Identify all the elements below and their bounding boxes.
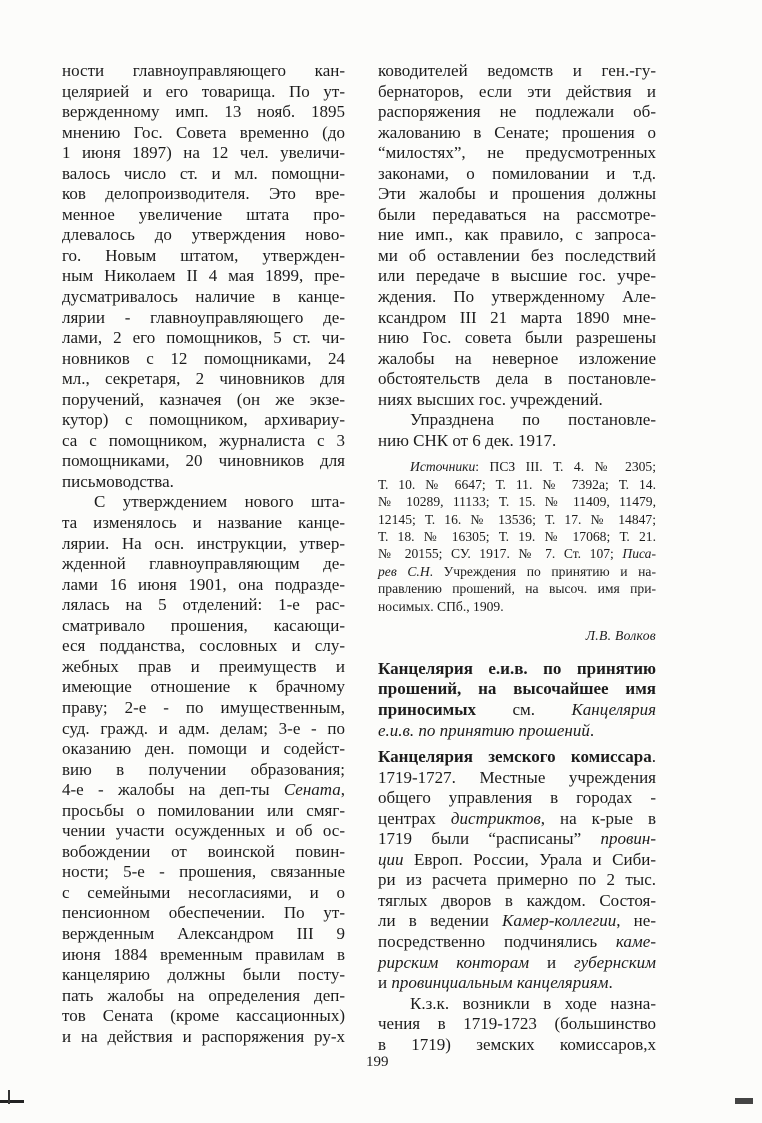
text-line: ми об оставлении без последствий: [378, 245, 656, 265]
italic-text: Писа-: [622, 546, 656, 562]
text-line: лами 16 июня 1901, она подразде-: [62, 574, 345, 594]
text-line: лярии - главноуправляющего де-: [62, 307, 345, 327]
italic-text: рев С.Н: [378, 563, 430, 579]
scan-mark-right: [735, 1098, 753, 1104]
paragraph: [378, 410, 656, 451]
text-line: бернаторов, если эти действия и: [378, 81, 656, 101]
text-line: канцелярию должны были посту-: [62, 965, 345, 985]
paragraph: [62, 492, 345, 1047]
text-line: в 1719) земских комиссаров,x: [378, 1034, 656, 1054]
text-line: [378, 809, 656, 830]
italic-text: рирским конторам: [378, 952, 530, 972]
text-line: [378, 932, 656, 953]
text-line: 1719-1727. Местные учреждения: [378, 767, 656, 787]
text-line: [378, 747, 656, 768]
right-column: [378, 61, 656, 1055]
text-line: [378, 953, 656, 974]
text-line: просьбы о помиловании или смяг-: [62, 800, 345, 820]
text-line: ние имп., как правило, с запроса-: [378, 225, 656, 245]
text-line: нию Гос. совета были разрешены: [378, 328, 656, 348]
text-line: [378, 659, 656, 680]
sources-paragraph: [378, 458, 656, 615]
text-span: , не-: [616, 911, 656, 931]
text-line: суд. гражд. и адм. делам; 3-е - по: [62, 718, 345, 738]
text-line: жалобы на неверное изложение: [378, 348, 656, 368]
text-line: ков делопроизводителя. Это вре-: [62, 184, 345, 204]
text-line: Т. 10. № 6647; Т. 11. № 7392а; Т. 14.: [378, 476, 656, 492]
italic-text: Камер-коллегии: [502, 911, 617, 931]
text-line: ри из расчета примерно по 2 тыс.: [378, 870, 656, 890]
text-line: менное увеличение штата про-: [62, 204, 345, 224]
text-line: законами, о помиловании и т.д.: [378, 163, 656, 183]
text-line: 1 июня 1897) на 12 чел. увеличи-: [62, 143, 345, 163]
text-line: лярии. На осн. инструкции, утвер-: [62, 533, 345, 553]
text-line: К.з.к. возникли в ходе назна-: [410, 993, 656, 1013]
left-column: [62, 61, 345, 1047]
text-line: чения в 1719-1723 (большинство: [378, 1014, 656, 1034]
text-span: 4-е - жалобы на деп-ты: [62, 780, 284, 800]
text-line: и на действия и распоряжения ру-x: [62, 1026, 345, 1046]
text-line: вержденным Александром III 9: [62, 923, 345, 943]
italic-text: Канцелярия: [571, 700, 656, 719]
text-line: с семейными несогласиями, и о: [62, 882, 345, 902]
text-line: письмоводства.: [62, 471, 174, 491]
text-line: июня 1884 временным правилам в: [62, 944, 345, 964]
text-line: ности главноуправляющего кан-: [62, 61, 345, 80]
text-span: № 20155; СУ. 1917. № 7. Ст. 107;: [378, 546, 623, 562]
text-line: помощниками, 20 чиновников для: [62, 451, 345, 471]
text-line: тов Сената (кроме кассационных): [62, 1006, 345, 1026]
text-line: го. Новым штатом, утвержден-: [62, 245, 345, 265]
text-line: ным Николаем II 4 мая 1899, пре-: [62, 266, 345, 286]
text-line: носимых. СПб., 1909.: [378, 598, 504, 614]
text-line: оказанию ден. помощи и содейст-: [62, 739, 345, 759]
italic-text: провин-: [600, 829, 656, 849]
paragraph: [62, 61, 345, 492]
text-line: ниях высших гос. учреждений.: [378, 389, 603, 409]
article-author: Л.В. Волков: [585, 627, 656, 643]
italic-text: Источники: [410, 459, 476, 475]
text-line: длевалось до утверждения ново-: [62, 225, 345, 245]
text-line: новников с 12 помощниками, 24: [62, 348, 345, 368]
text-line: [62, 780, 345, 801]
text-line: са с помощником, журналиста с 3: [62, 430, 345, 450]
text-line: кутор) с помощником, архивариу-: [62, 410, 345, 430]
bold-text: прошений, на высочайшее имя: [378, 679, 656, 699]
text-line: дусматривалось наличие в канце-: [62, 287, 345, 307]
text-line: вию в получении образования;: [62, 759, 345, 779]
paragraph: [378, 994, 656, 1056]
text-line: [378, 829, 656, 850]
text-line: лами, 2 его помощников, 5 ст. чи-: [62, 328, 345, 348]
bold-text: Канцелярия е.и.в. по принятию: [378, 658, 656, 678]
text-span: : ПСЗ III. Т. 4. № 2305;: [475, 459, 656, 475]
italic-text: ции: [378, 849, 404, 869]
scan-mark-left: [0, 1100, 24, 1103]
text-line: [378, 458, 656, 475]
text-line: “милостях”, не предусмотренных: [378, 143, 656, 163]
text-span: посредственно подчинялись: [378, 932, 616, 952]
entry-heading: [378, 659, 656, 741]
text-line: жалованию в Сенате; прошения о: [378, 122, 656, 142]
text-line: мнению Гос. Совета временно (до: [62, 122, 345, 142]
text-span: .: [608, 973, 613, 993]
bold-text: Канцелярия земского комиссара: [378, 747, 652, 767]
text-span: Европ. России, Урала и Сиби-: [403, 849, 656, 869]
text-line: [378, 911, 656, 932]
text-line: вержденному имп. 13 нояб. 1895: [62, 102, 345, 122]
text-line: С утверждением нового шта-: [94, 492, 345, 512]
text-span: ,: [340, 780, 345, 800]
text-line: распоряжения не подлежали об-: [378, 102, 656, 122]
text-line: [378, 721, 656, 742]
text-line: пенсионном обеспечении. По ут-: [62, 903, 345, 923]
italic-text: каме-: [615, 932, 656, 952]
text-line: сматривало прошения, касающи-: [62, 615, 345, 635]
text-line: ководителей ведомств и ген.-гу-: [378, 61, 656, 80]
text-line: мл., секретаря, 2 чиновников для: [62, 369, 345, 389]
bold-text: приносимых: [378, 700, 477, 719]
text-line: имеющие отношение к брачному: [62, 677, 345, 697]
text-line: [378, 679, 656, 700]
text-line: вобождении от воинской повин-: [62, 841, 345, 861]
paragraph: [378, 747, 656, 994]
text-span: и: [529, 952, 574, 972]
page-number: 199: [366, 1054, 389, 1070]
text-span: центрах: [378, 808, 451, 828]
text-line: жебных прав и преимуществ и: [62, 656, 345, 676]
text-line: [378, 850, 656, 871]
text-line: [378, 545, 656, 562]
text-line: № 10289, 11133; Т. 15. № 11409, 11479,: [378, 494, 656, 510]
text-line: ности; 5-е - прошения, связанные: [62, 862, 345, 882]
text-line: или передаче в высшие гос. учре-: [378, 266, 656, 286]
text-line: Эти жалобы и прошения должны: [378, 184, 656, 204]
text-span: см.: [476, 700, 572, 719]
text-span: ли в ведении: [378, 911, 503, 931]
italic-text: губернским: [573, 952, 656, 972]
text-line: чении участи осужденных и об ос-: [62, 821, 345, 841]
italic-text: дистриктов: [450, 808, 541, 828]
italic-text: е.и.в. по принятию прошений: [378, 720, 590, 740]
text-span: . Учреждения по принятию и на-: [429, 563, 656, 579]
text-line: праву; 2-е - по имущественным,: [62, 697, 345, 717]
italic-text: Сената: [283, 780, 341, 800]
text-line: [378, 700, 656, 721]
text-line: были передаваться на рассмотре-: [378, 204, 656, 224]
text-line: правлению прошений, на высоч. имя при-: [378, 581, 656, 597]
text-span: и: [378, 973, 392, 993]
italic-text: провинциальным канцеляриям: [391, 973, 609, 993]
text-span: 1719 были “расписаны”: [378, 829, 601, 849]
text-line: Упразднена по постановле-: [410, 410, 656, 430]
text-line: жденной главноуправляющим де-: [62, 554, 345, 574]
text-line: та изменялось и название канце-: [62, 513, 345, 533]
text-span: .: [589, 720, 595, 740]
text-line: 12145; Т. 16. № 13536; Т. 17. № 14847;: [378, 511, 656, 527]
text-line: Т. 18. № 16305; Т. 19. № 17068; Т. 21.: [378, 528, 656, 544]
text-line: [378, 973, 656, 994]
text-line: целярией и его товарища. По ут-: [62, 81, 345, 101]
text-line: обстоятельств дела в постановле-: [378, 369, 656, 389]
text-span: .: [651, 747, 656, 767]
text-line: [378, 563, 656, 580]
text-line: еся подданства, сословных и слу-: [62, 636, 345, 656]
paragraph: [378, 61, 656, 410]
scan-mark-left-vertical: [8, 1090, 10, 1104]
text-line: общего управления в городах -: [378, 788, 656, 808]
text-line: ксандром III 21 марта 1890 мне-: [378, 307, 656, 327]
text-line: поручений, казначея (он же экзе-: [62, 389, 345, 409]
text-line: ждения. По утвержденному Але-: [378, 287, 656, 307]
text-line: пать жалобы на определения деп-: [62, 985, 345, 1005]
text-line: валось число ст. и мл. помощни-: [62, 163, 345, 183]
text-line: тяглых дворов в каждом. Состоя-: [378, 890, 656, 910]
text-line: лялась на 5 отделений: 1-е рас-: [62, 595, 345, 615]
text-line: нию СНК от 6 дек. 1917.: [378, 430, 557, 450]
text-span: , на к-рые в: [540, 808, 656, 828]
